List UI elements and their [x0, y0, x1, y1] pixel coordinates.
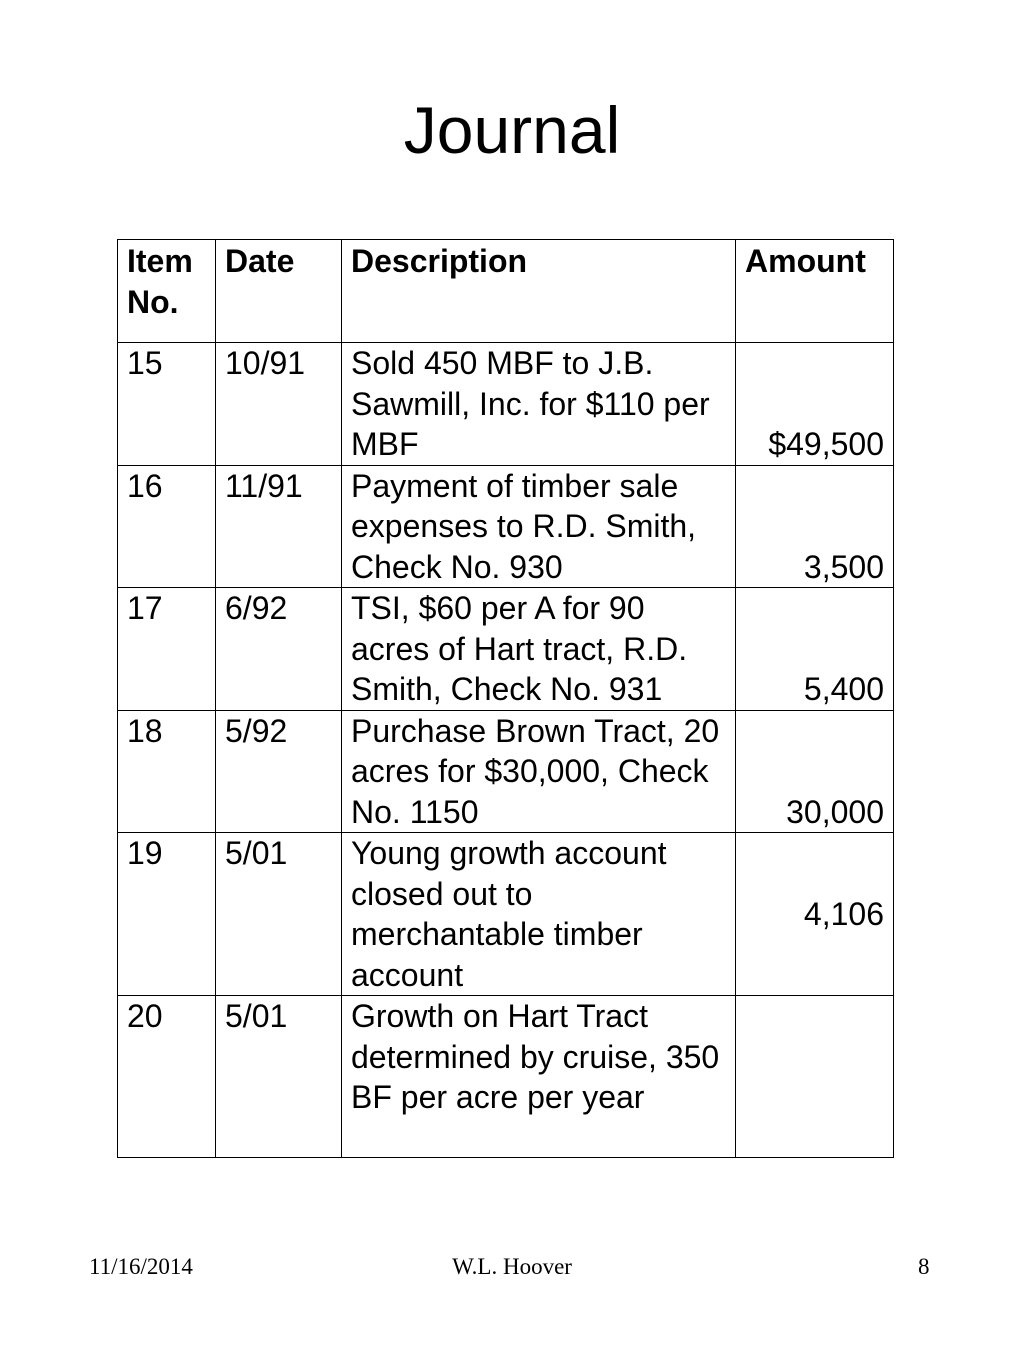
cell-item-no: 20 [118, 996, 216, 1158]
table-row [118, 465, 894, 588]
column-header-amount: Amount [736, 240, 894, 343]
column-header-item-no: Item No. [118, 240, 216, 343]
cell-date: 6/92 [216, 588, 342, 711]
cell-description: Purchase Brown Tract, 20 acres for $30,000, Check No. 1150 [342, 710, 736, 833]
cell-description: Sold 450 MBF to J.B. Sawmill, Inc. for $110 per MBF [342, 343, 736, 466]
cell-item-no: 17 [118, 588, 216, 711]
cell-amount [736, 996, 894, 1158]
cell-date: 5/92 [216, 710, 342, 833]
table-row [118, 833, 894, 996]
cell-amount: 4,106 [736, 833, 894, 996]
cell-date: 5/01 [216, 833, 342, 996]
footer-page-number: 8 [918, 1254, 930, 1279]
column-header-date: Date [216, 240, 342, 343]
cell-amount: $49,500 [736, 343, 894, 466]
cell-item-no: 19 [118, 833, 216, 996]
column-header-description: Description [342, 240, 736, 343]
cell-description: Payment of timber sale expenses to R.D. Smith, Check No. 930 [342, 465, 736, 588]
footer-date: 11/16/2014 [89, 1254, 193, 1279]
footer-author: W.L. Hoover [452, 1254, 572, 1279]
table-row [118, 710, 894, 833]
cell-description: Growth on Hart Tract determined by cruise, 350 BF per acre per year [342, 996, 736, 1158]
cell-item-no: 18 [118, 710, 216, 833]
cell-description: Young growth account closed out to merchantable timber account [342, 833, 736, 996]
cell-item-no: 15 [118, 343, 216, 466]
table-header-row [118, 240, 894, 343]
table-row [118, 588, 894, 711]
table-row [118, 996, 894, 1158]
cell-date: 11/91 [216, 465, 342, 588]
journal-table [117, 239, 894, 1158]
slide-title: Journal [403, 93, 621, 167]
cell-item-no: 16 [118, 465, 216, 588]
cell-amount: 5,400 [736, 588, 894, 711]
cell-amount: 30,000 [736, 710, 894, 833]
table-row [118, 343, 894, 466]
cell-amount: 3,500 [736, 465, 894, 588]
cell-date: 10/91 [216, 343, 342, 466]
cell-description: TSI, $60 per A for 90 acres of Hart tract, R.D. Smith, Check No. 931 [342, 588, 736, 711]
cell-date: 5/01 [216, 996, 342, 1158]
